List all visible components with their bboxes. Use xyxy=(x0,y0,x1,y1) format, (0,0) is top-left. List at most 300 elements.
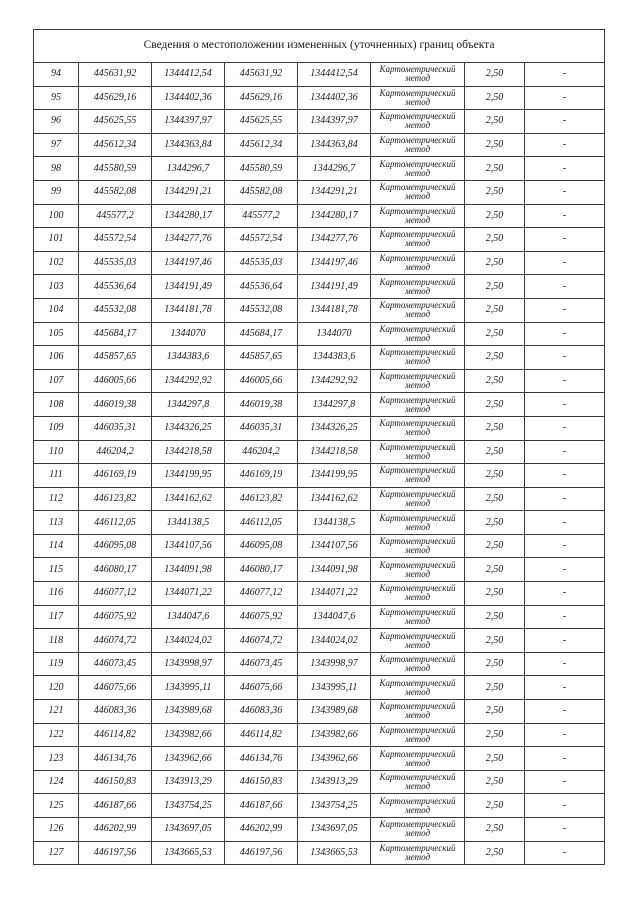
accuracy-cell: 2,50 xyxy=(465,841,525,865)
table-row xyxy=(34,346,605,370)
x-refined-cell: 446134,76 xyxy=(225,747,298,771)
method-line1: Картометрический xyxy=(379,488,456,499)
point-number-cell: 111 xyxy=(34,464,79,488)
method-cell xyxy=(371,818,465,842)
y-existing-cell: 1344383,6 xyxy=(152,346,225,370)
method-line2: метод xyxy=(404,380,431,391)
accuracy-cell: 2,50 xyxy=(465,322,525,346)
x-refined-cell: 446150,83 xyxy=(225,770,298,794)
x-existing-cell: 445625,55 xyxy=(79,110,152,134)
x-refined-cell: 446114,82 xyxy=(225,723,298,747)
x-existing-cell: 446073,45 xyxy=(79,652,152,676)
y-existing-cell: 1344197,46 xyxy=(152,251,225,275)
accuracy-cell: 2,50 xyxy=(465,133,525,157)
y-existing-cell: 1344070 xyxy=(152,322,225,346)
y-existing-cell: 1344091,98 xyxy=(152,558,225,582)
x-refined-cell: 445577,2 xyxy=(225,204,298,228)
method-cell xyxy=(371,346,465,370)
x-refined-cell: 445532,08 xyxy=(225,298,298,322)
x-refined-cell: 446005,66 xyxy=(225,369,298,393)
note-cell: - xyxy=(525,700,605,724)
x-refined-cell: 446202,99 xyxy=(225,818,298,842)
method-line1: Картометрический xyxy=(379,441,456,452)
table-row xyxy=(34,582,605,606)
note-cell: - xyxy=(525,157,605,181)
x-refined-cell: 446095,08 xyxy=(225,534,298,558)
accuracy-cell: 2,50 xyxy=(465,652,525,676)
method-line1: Картометрический xyxy=(379,276,456,287)
point-number-cell: 126 xyxy=(34,818,79,842)
method-cell xyxy=(371,416,465,440)
accuracy-cell: 2,50 xyxy=(465,204,525,228)
x-refined-cell: 446019,38 xyxy=(225,393,298,417)
table-body xyxy=(34,63,605,865)
method-line2: метод xyxy=(404,568,431,579)
table-row xyxy=(34,416,605,440)
method-line1: Картометрический xyxy=(379,205,456,216)
x-existing-cell: 446077,12 xyxy=(79,582,152,606)
note-cell: - xyxy=(525,534,605,558)
point-number-cell: 100 xyxy=(34,204,79,228)
x-refined-cell: 445625,55 xyxy=(225,110,298,134)
x-refined-cell: 446083,36 xyxy=(225,700,298,724)
accuracy-cell: 2,50 xyxy=(465,558,525,582)
y-refined-cell: 1344297,8 xyxy=(298,393,371,417)
method-line2: метод xyxy=(404,144,431,155)
x-existing-cell: 446112,05 xyxy=(79,511,152,535)
y-existing-cell: 1344071,22 xyxy=(152,582,225,606)
method-line2: метод xyxy=(404,497,431,508)
method-line2: метод xyxy=(404,474,431,485)
method-line1: Картометрический xyxy=(379,772,456,783)
method-line1: Картометрический xyxy=(379,701,456,712)
accuracy-cell: 2,50 xyxy=(465,700,525,724)
table-row xyxy=(34,629,605,653)
y-existing-cell: 1344397,97 xyxy=(152,110,225,134)
accuracy-cell: 2,50 xyxy=(465,157,525,181)
method-line1: Картометрический xyxy=(379,583,456,594)
y-refined-cell: 1344071,22 xyxy=(298,582,371,606)
table-row xyxy=(34,841,605,865)
note-cell: - xyxy=(525,110,605,134)
method-line2: метод xyxy=(404,450,431,461)
method-line2: метод xyxy=(404,309,431,320)
method-cell xyxy=(371,487,465,511)
y-existing-cell: 1344292,92 xyxy=(152,369,225,393)
y-refined-cell: 1344199,95 xyxy=(298,464,371,488)
x-existing-cell: 445532,08 xyxy=(79,298,152,322)
x-existing-cell: 446114,82 xyxy=(79,723,152,747)
method-line1: Картометрический xyxy=(379,347,456,358)
table-row xyxy=(34,747,605,771)
x-existing-cell: 446187,66 xyxy=(79,794,152,818)
method-cell xyxy=(371,652,465,676)
point-number-cell: 120 xyxy=(34,676,79,700)
table-row xyxy=(34,251,605,275)
note-cell: - xyxy=(525,605,605,629)
accuracy-cell: 2,50 xyxy=(465,464,525,488)
x-existing-cell: 446019,38 xyxy=(79,393,152,417)
accuracy-cell: 2,50 xyxy=(465,794,525,818)
table-row xyxy=(34,770,605,794)
method-cell xyxy=(371,86,465,110)
table-row xyxy=(34,464,605,488)
x-existing-cell: 445535,03 xyxy=(79,251,152,275)
table-row xyxy=(34,511,605,535)
y-refined-cell: 1344291,21 xyxy=(298,180,371,204)
y-existing-cell: 1344363,84 xyxy=(152,133,225,157)
point-number-cell: 116 xyxy=(34,582,79,606)
y-existing-cell: 1344218,58 xyxy=(152,440,225,464)
table-title: Сведения о местоположении измененных (уточненных) границ объекта xyxy=(34,30,605,63)
y-refined-cell: 1343982,66 xyxy=(298,723,371,747)
accuracy-cell: 2,50 xyxy=(465,770,525,794)
x-refined-cell: 445582,08 xyxy=(225,180,298,204)
accuracy-cell: 2,50 xyxy=(465,251,525,275)
table-row xyxy=(34,440,605,464)
y-existing-cell: 1344296,7 xyxy=(152,157,225,181)
y-existing-cell: 1343995,11 xyxy=(152,676,225,700)
method-line1: Картометрический xyxy=(379,724,456,735)
method-cell xyxy=(371,204,465,228)
method-line1: Картометрический xyxy=(379,606,456,617)
method-line2: метод xyxy=(404,592,431,603)
note-cell: - xyxy=(525,841,605,865)
x-refined-cell: 446123,82 xyxy=(225,487,298,511)
point-number-cell: 96 xyxy=(34,110,79,134)
x-existing-cell: 446150,83 xyxy=(79,770,152,794)
y-refined-cell: 1344277,76 xyxy=(298,228,371,252)
table-row xyxy=(34,133,605,157)
x-existing-cell: 446134,76 xyxy=(79,747,152,771)
method-cell xyxy=(371,369,465,393)
method-line1: Картометрический xyxy=(379,654,456,665)
y-refined-cell: 1344292,92 xyxy=(298,369,371,393)
accuracy-cell: 2,50 xyxy=(465,228,525,252)
point-number-cell: 121 xyxy=(34,700,79,724)
table-row xyxy=(34,393,605,417)
x-existing-cell: 445580,59 xyxy=(79,157,152,181)
y-refined-cell: 1343962,66 xyxy=(298,747,371,771)
x-existing-cell: 445684,17 xyxy=(79,322,152,346)
x-existing-cell: 445857,65 xyxy=(79,346,152,370)
point-number-cell: 101 xyxy=(34,228,79,252)
method-line2: метод xyxy=(404,686,431,697)
method-line2: метод xyxy=(404,238,431,249)
method-line2: метод xyxy=(404,521,431,532)
point-number-cell: 97 xyxy=(34,133,79,157)
table-row xyxy=(34,369,605,393)
x-refined-cell: 446075,92 xyxy=(225,605,298,629)
x-refined-cell: 445857,65 xyxy=(225,346,298,370)
y-refined-cell: 1343754,25 xyxy=(298,794,371,818)
y-existing-cell: 1344297,8 xyxy=(152,393,225,417)
method-line1: Картометрический xyxy=(379,418,456,429)
method-line1: Картометрический xyxy=(379,229,456,240)
method-cell xyxy=(371,110,465,134)
point-number-cell: 113 xyxy=(34,511,79,535)
y-existing-cell: 1343697,05 xyxy=(152,818,225,842)
method-line1: Картометрический xyxy=(379,300,456,311)
note-cell: - xyxy=(525,275,605,299)
method-line2: метод xyxy=(404,733,431,744)
method-cell xyxy=(371,322,465,346)
y-existing-cell: 1343665,53 xyxy=(152,841,225,865)
x-refined-cell: 445631,92 xyxy=(225,63,298,87)
table-row xyxy=(34,723,605,747)
boundary-coordinates-table xyxy=(33,29,605,865)
point-number-cell: 95 xyxy=(34,86,79,110)
table-row xyxy=(34,322,605,346)
y-existing-cell: 1344291,21 xyxy=(152,180,225,204)
y-refined-cell: 1343697,05 xyxy=(298,818,371,842)
table-row xyxy=(34,605,605,629)
y-refined-cell: 1344047,6 xyxy=(298,605,371,629)
accuracy-cell: 2,50 xyxy=(465,393,525,417)
table-row xyxy=(34,275,605,299)
table-row xyxy=(34,228,605,252)
method-line1: Картометрический xyxy=(379,135,456,146)
method-line2: метод xyxy=(404,804,431,815)
x-refined-cell: 445536,64 xyxy=(225,275,298,299)
table-row xyxy=(34,110,605,134)
y-existing-cell: 1343913,29 xyxy=(152,770,225,794)
point-number-cell: 117 xyxy=(34,605,79,629)
point-number-cell: 94 xyxy=(34,63,79,87)
method-cell xyxy=(371,228,465,252)
method-cell xyxy=(371,440,465,464)
method-line2: метод xyxy=(404,851,431,862)
method-line2: метод xyxy=(404,262,431,273)
y-refined-cell: 1344412,54 xyxy=(298,63,371,87)
note-cell: - xyxy=(525,676,605,700)
x-existing-cell: 446035,31 xyxy=(79,416,152,440)
table-header-row xyxy=(34,30,605,63)
method-line1: Картометрический xyxy=(379,559,456,570)
accuracy-cell: 2,50 xyxy=(465,818,525,842)
note-cell: - xyxy=(525,818,605,842)
note-cell: - xyxy=(525,629,605,653)
method-line2: метод xyxy=(404,828,431,839)
y-existing-cell: 1344412,54 xyxy=(152,63,225,87)
y-refined-cell: 1343913,29 xyxy=(298,770,371,794)
method-line2: метод xyxy=(404,356,431,367)
accuracy-cell: 2,50 xyxy=(465,605,525,629)
method-cell xyxy=(371,275,465,299)
y-refined-cell: 1344397,97 xyxy=(298,110,371,134)
point-number-cell: 110 xyxy=(34,440,79,464)
note-cell: - xyxy=(525,747,605,771)
method-cell xyxy=(371,700,465,724)
method-line1: Картометрический xyxy=(379,630,456,641)
method-line1: Картометрический xyxy=(379,64,456,75)
method-cell xyxy=(371,511,465,535)
method-line2: метод xyxy=(404,96,431,107)
accuracy-cell: 2,50 xyxy=(465,676,525,700)
method-cell xyxy=(371,841,465,865)
table-row xyxy=(34,676,605,700)
note-cell: - xyxy=(525,204,605,228)
note-cell: - xyxy=(525,652,605,676)
point-number-cell: 109 xyxy=(34,416,79,440)
y-refined-cell: 1344218,58 xyxy=(298,440,371,464)
x-existing-cell: 445536,64 xyxy=(79,275,152,299)
method-line2: метод xyxy=(404,615,431,626)
method-cell xyxy=(371,464,465,488)
method-line1: Картометрический xyxy=(379,748,456,759)
y-refined-cell: 1344162,62 xyxy=(298,487,371,511)
note-cell: - xyxy=(525,86,605,110)
note-cell: - xyxy=(525,369,605,393)
x-refined-cell: 446187,66 xyxy=(225,794,298,818)
x-refined-cell: 446075,66 xyxy=(225,676,298,700)
y-refined-cell: 1344383,6 xyxy=(298,346,371,370)
x-existing-cell: 446202,99 xyxy=(79,818,152,842)
table-row xyxy=(34,818,605,842)
method-line1: Картометрический xyxy=(379,371,456,382)
method-line2: метод xyxy=(404,639,431,650)
table-row xyxy=(34,700,605,724)
y-refined-cell: 1344326,25 xyxy=(298,416,371,440)
y-existing-cell: 1344277,76 xyxy=(152,228,225,252)
method-cell xyxy=(371,180,465,204)
method-line1: Картометрический xyxy=(379,677,456,688)
y-existing-cell: 1344402,36 xyxy=(152,86,225,110)
method-cell xyxy=(371,251,465,275)
table-row xyxy=(34,63,605,87)
method-cell xyxy=(371,157,465,181)
method-line2: метод xyxy=(404,332,431,343)
accuracy-cell: 2,50 xyxy=(465,747,525,771)
method-line2: метод xyxy=(404,710,431,721)
x-refined-cell: 445684,17 xyxy=(225,322,298,346)
y-existing-cell: 1343998,97 xyxy=(152,652,225,676)
note-cell: - xyxy=(525,393,605,417)
note-cell: - xyxy=(525,180,605,204)
method-line1: Картометрический xyxy=(379,842,456,853)
point-number-cell: 102 xyxy=(34,251,79,275)
y-refined-cell: 1344296,7 xyxy=(298,157,371,181)
method-line2: метод xyxy=(404,214,431,225)
note-cell: - xyxy=(525,770,605,794)
method-line1: Картометрический xyxy=(379,394,456,405)
accuracy-cell: 2,50 xyxy=(465,487,525,511)
y-existing-cell: 1344280,17 xyxy=(152,204,225,228)
note-cell: - xyxy=(525,794,605,818)
x-existing-cell: 446083,36 xyxy=(79,700,152,724)
table-row xyxy=(34,487,605,511)
accuracy-cell: 2,50 xyxy=(465,629,525,653)
method-line2: метод xyxy=(404,545,431,556)
x-refined-cell: 446077,12 xyxy=(225,582,298,606)
point-number-cell: 106 xyxy=(34,346,79,370)
note-cell: - xyxy=(525,322,605,346)
method-line1: Картометрический xyxy=(379,795,456,806)
accuracy-cell: 2,50 xyxy=(465,180,525,204)
y-refined-cell: 1344024,02 xyxy=(298,629,371,653)
note-cell: - xyxy=(525,63,605,87)
accuracy-cell: 2,50 xyxy=(465,346,525,370)
y-existing-cell: 1344138,5 xyxy=(152,511,225,535)
method-line1: Картометрический xyxy=(379,111,456,122)
y-refined-cell: 1344191,49 xyxy=(298,275,371,299)
y-refined-cell: 1344402,36 xyxy=(298,86,371,110)
method-line2: метод xyxy=(404,167,431,178)
table-row xyxy=(34,652,605,676)
x-refined-cell: 446080,17 xyxy=(225,558,298,582)
method-line1: Картометрический xyxy=(379,819,456,830)
method-cell xyxy=(371,629,465,653)
x-existing-cell: 446080,17 xyxy=(79,558,152,582)
coordinates-sheet xyxy=(33,29,604,865)
accuracy-cell: 2,50 xyxy=(465,416,525,440)
y-existing-cell: 1344107,56 xyxy=(152,534,225,558)
y-refined-cell: 1344070 xyxy=(298,322,371,346)
y-refined-cell: 1344181,78 xyxy=(298,298,371,322)
y-existing-cell: 1343982,66 xyxy=(152,723,225,747)
point-number-cell: 99 xyxy=(34,180,79,204)
note-cell: - xyxy=(525,558,605,582)
x-existing-cell: 445582,08 xyxy=(79,180,152,204)
y-existing-cell: 1344181,78 xyxy=(152,298,225,322)
x-existing-cell: 445629,16 xyxy=(79,86,152,110)
y-refined-cell: 1343995,11 xyxy=(298,676,371,700)
y-existing-cell: 1343962,66 xyxy=(152,747,225,771)
method-cell xyxy=(371,723,465,747)
accuracy-cell: 2,50 xyxy=(465,723,525,747)
point-number-cell: 119 xyxy=(34,652,79,676)
method-line1: Картометрический xyxy=(379,87,456,98)
note-cell: - xyxy=(525,228,605,252)
method-line1: Картометрический xyxy=(379,465,456,476)
x-existing-cell: 445577,2 xyxy=(79,204,152,228)
method-line2: метод xyxy=(404,663,431,674)
method-line2: метод xyxy=(404,427,431,438)
point-number-cell: 125 xyxy=(34,794,79,818)
note-cell: - xyxy=(525,133,605,157)
x-refined-cell: 446169,19 xyxy=(225,464,298,488)
point-number-cell: 127 xyxy=(34,841,79,865)
method-cell xyxy=(371,770,465,794)
accuracy-cell: 2,50 xyxy=(465,63,525,87)
table-row xyxy=(34,794,605,818)
method-line2: метод xyxy=(404,73,431,84)
y-existing-cell: 1343989,68 xyxy=(152,700,225,724)
accuracy-cell: 2,50 xyxy=(465,86,525,110)
method-cell xyxy=(371,558,465,582)
point-number-cell: 103 xyxy=(34,275,79,299)
y-refined-cell: 1344107,56 xyxy=(298,534,371,558)
x-existing-cell: 445631,92 xyxy=(79,63,152,87)
method-line1: Картометрический xyxy=(379,323,456,334)
y-existing-cell: 1344326,25 xyxy=(152,416,225,440)
point-number-cell: 118 xyxy=(34,629,79,653)
method-line1: Картометрический xyxy=(379,158,456,169)
y-existing-cell: 1344024,02 xyxy=(152,629,225,653)
method-line2: метод xyxy=(404,757,431,768)
point-number-cell: 115 xyxy=(34,558,79,582)
y-refined-cell: 1344197,46 xyxy=(298,251,371,275)
method-line2: метод xyxy=(404,285,431,296)
method-cell xyxy=(371,747,465,771)
table-row xyxy=(34,180,605,204)
accuracy-cell: 2,50 xyxy=(465,582,525,606)
method-line2: метод xyxy=(404,120,431,131)
x-existing-cell: 446075,66 xyxy=(79,676,152,700)
method-cell xyxy=(371,393,465,417)
x-existing-cell: 446075,92 xyxy=(79,605,152,629)
method-line1: Картометрический xyxy=(379,536,456,547)
